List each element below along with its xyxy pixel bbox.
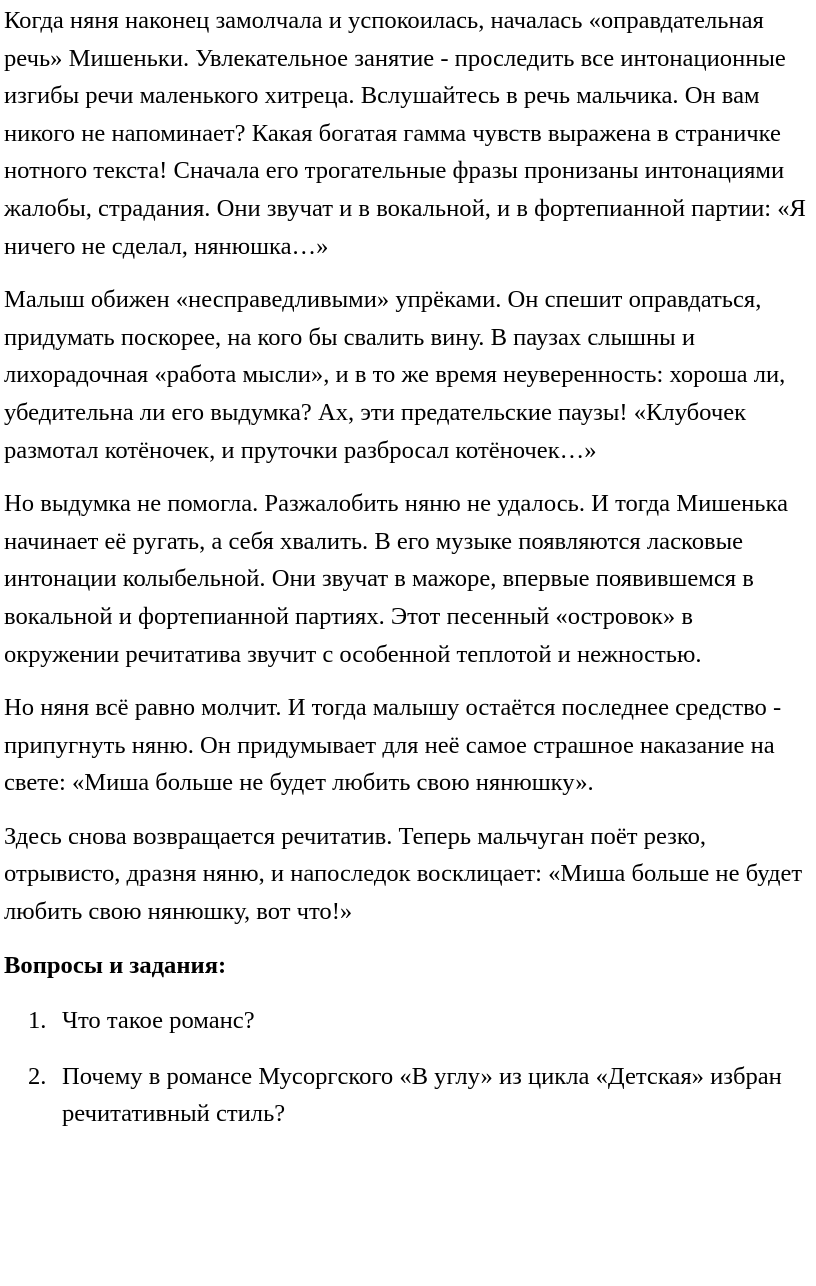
questions-heading: Вопросы и задания: (4, 951, 227, 979)
document-page (4, 2, 812, 1151)
questions-list (4, 1002, 812, 1133)
list-item-number: 1. (28, 1007, 47, 1035)
list-item-number: 2. (28, 1062, 47, 1090)
list-item (4, 1002, 812, 1040)
paragraph: Но няня всё равно молчит. И тогда малышу остаётся последнее средство - припугнуть няню. Он придумывает для неё самое страшное наказание на свете: «Миша больше не будет любить свою нянюшку». (4, 694, 782, 797)
paragraph: Но выдумка не помогла. Разжалобить няню не удалось. И тогда Мишенька начинает её ругать, а себя хвалить. В его музыке появляются ласковые интонации колыбельной. Они звучат в мажоре, впервые появившемся в вокальной и фортепианной партиях. Этот песенный «островок» в окружении речитатива звучит с особенной теплотой и нежностью. (4, 490, 788, 668)
paragraph: Малыш обижен «несправедливыми» упрёками. Он спешит оправдаться, придумать поскорее, на кого бы свалить вину. В паузах слышны и лихорадочная «работа мысли», и в то же время неуверенность: хороша ли, убедительна ли его выдумка? Ах, эти предательские паузы! «Клубочек размотал котёночек, и пруточки разбросал котёночек…» (4, 286, 786, 464)
paragraph: Здесь снова возвращается речитатив. Теперь мальчуган поёт резко, отрывисто, дразня няню, и напоследок восклицает: «Миша больше не будет любить свою нянюшку, вот что!» (4, 822, 803, 926)
list-item-text: Что такое романс? (62, 1007, 255, 1035)
list-item-text: Почему в романсе Мусоргского «В углу» из цикла «Детская» избран речитативный стиль? (62, 1062, 782, 1128)
paragraph: Когда няня наконец замолчала и успокоилась, началась «оправдательная речь» Мишеньки. Увлекательное занятие - проследить все интонационные изгибы речи маленького хитреца. Вслушайтесь в речь мальчика. Он вам никого не напоминает? Какая богатая гамма чувств выражена в страничке нотного текста! Сначала его трогательные фразы пронизаны интонациями жалобы, страдания. Они звучат и в вокальной, и в фортепианной партии: «Я ничего не сделал, нянюшка…» (4, 7, 806, 260)
list-item (4, 1058, 812, 1133)
